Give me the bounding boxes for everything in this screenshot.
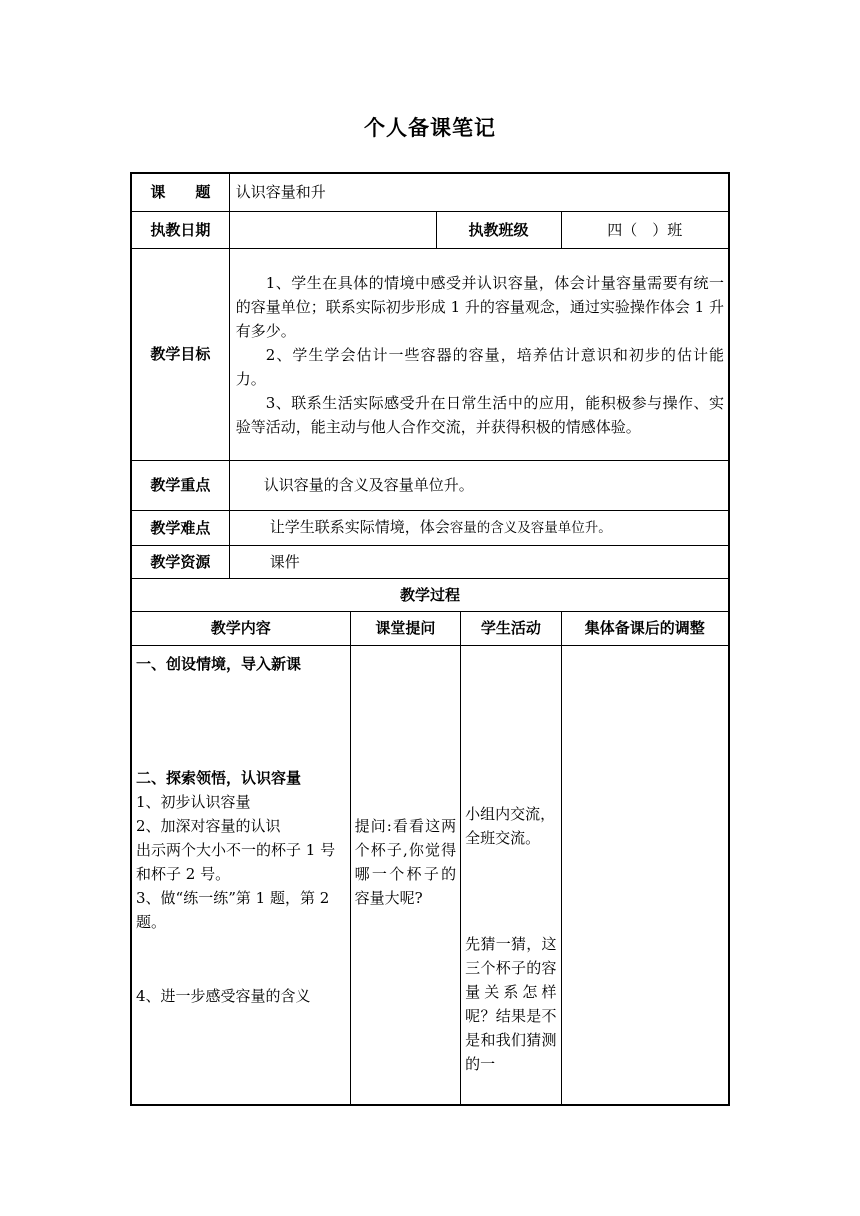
goal-item: 3、联系生活实际感受升在日常生活中的应用，能积极参与操作、实验等活动，能主动与他人合作交流，并获得积极的情感体验。 <box>235 394 724 436</box>
content-line: 1、初步认识容量 <box>136 792 251 811</box>
difficulties-label: 教学难点 <box>131 510 229 545</box>
date-value <box>229 211 436 248</box>
activity-text-1: 小组内交流，全班交流。 <box>465 804 556 847</box>
resources-label: 教学资源 <box>131 545 229 578</box>
goal-item: 2、学生学会估计一些容器的容量，培养估计意识和初步的估计能力。 <box>235 346 724 388</box>
activity-text-2: 先猜一猜，这三个杯子的容量关系怎样呢？结果是不是和我们猜测的一 <box>465 934 557 1073</box>
key-points-label: 教学重点 <box>131 460 229 510</box>
topic-label: 课 题 <box>131 173 229 211</box>
process-title-row <box>131 578 729 611</box>
goals-row <box>131 248 729 460</box>
difficulties-text-a: 让学生联系实际情境，体会 <box>269 518 450 537</box>
goal-item: 1、学生在具体的情境中感受并认识容量，体会计量容量需要有统一的容量单位；联系实际初步形成 1 升的容量观念，通过实验操作体会 1 升有多少。 <box>235 274 724 340</box>
lesson-plan-table <box>130 172 730 1106</box>
header-content: 教学内容 <box>131 611 350 645</box>
date-row <box>131 211 729 248</box>
section-heading: 二、探索领悟，认识容量 <box>136 768 302 787</box>
page-title: 个人备课笔记 <box>364 116 496 140</box>
class-value: 四（ ）班 <box>561 211 729 248</box>
content-line: 3、做“练一练”第 1 题，第 2 题。 <box>136 888 330 931</box>
date-label: 执教日期 <box>131 211 229 248</box>
activity-cell <box>461 645 561 1105</box>
process-title: 教学过程 <box>131 578 729 611</box>
class-label: 执教班级 <box>436 211 561 248</box>
adjustment-cell <box>561 645 729 1105</box>
content-line: 出示两个大小不一的杯子 1 号和杯子 2 号。 <box>136 840 336 883</box>
goals-content <box>229 248 729 460</box>
topic-row <box>131 173 729 211</box>
section-heading: 一、创设情境，导入新课 <box>136 654 302 673</box>
content-line: 4、进一步感受容量的含义 <box>136 986 311 1005</box>
content-line: 2、加深对容量的认识 <box>136 816 281 835</box>
difficulties-value <box>229 510 729 545</box>
header-adjustment: 集体备课后的调整 <box>561 611 729 645</box>
content-cell <box>131 645 350 1105</box>
resources-value: 课件 <box>229 545 729 578</box>
header-activity: 学生活动 <box>461 611 561 645</box>
difficulties-row <box>131 510 729 545</box>
question-text: 提问:看看这两个杯子,你觉得哪一个杯子的容量大呢? <box>354 816 457 907</box>
header-question: 课堂提问 <box>350 611 461 645</box>
resources-row <box>131 545 729 578</box>
question-cell <box>350 645 461 1105</box>
topic-value: 认识容量和升 <box>229 173 729 211</box>
process-body-row <box>131 645 729 1105</box>
goals-label: 教学目标 <box>131 248 229 460</box>
key-points-row <box>131 460 729 510</box>
process-header-row <box>131 611 729 645</box>
difficulties-text-b: 容量的含义及容量单位升。 <box>449 520 612 537</box>
key-points-value: 认识容量的含义及容量单位升。 <box>229 460 729 510</box>
